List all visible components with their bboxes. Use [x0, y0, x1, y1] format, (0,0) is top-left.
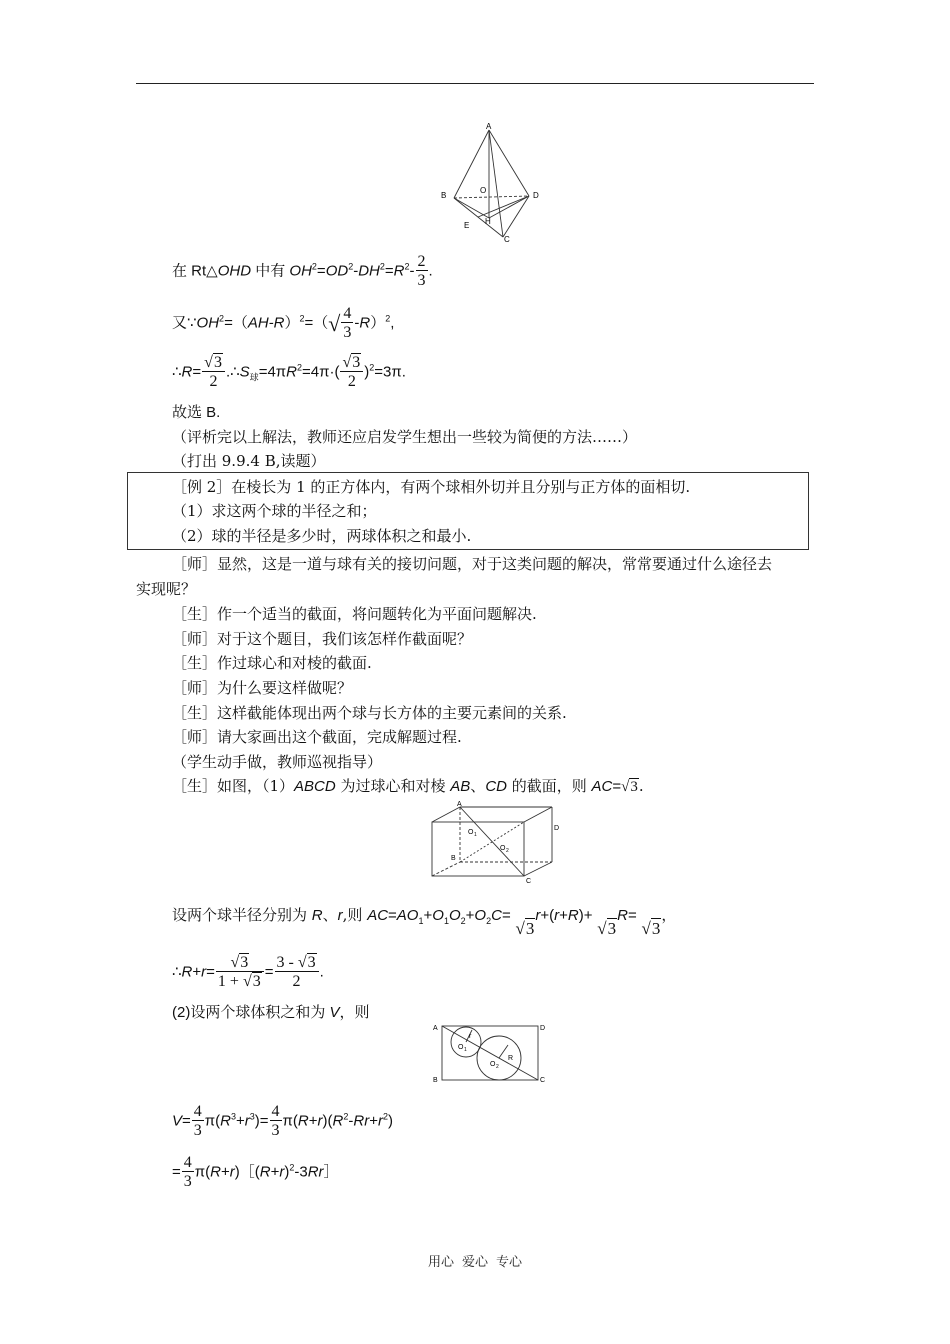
solution-line-2: ∴R+r= $\frac{√3}{1 + √3}$ = $\frac{3 - √3}{2}$ .: [172, 954, 324, 990]
equation-line-1: 在 Rt△OHD 中有 $OH^2=OD^2-DH^2=R^2-$ $\frac{2}{3}$ .: [172, 253, 433, 289]
cube-figure: [424, 800, 564, 884]
label-R: R: [508, 1055, 514, 1062]
footer-text-3: 专心: [496, 1255, 523, 1270]
page-footer: [0, 1251, 950, 1270]
label-r: r: [469, 1033, 472, 1040]
label-O2: O: [490, 1061, 496, 1068]
dialog-student-3: ［生］这样截能体现出两个球与长方体的主要元素间的关系.: [172, 704, 567, 722]
label-O1: O: [458, 1044, 464, 1051]
footer-text-2: 爱心: [461, 1255, 488, 1270]
label-B: B: [451, 855, 456, 862]
example-question-1: （1）求这两个球的半径之和；: [172, 502, 377, 520]
dialog-teacher-1a: ［师］显然，这是一道与球有关的接切问题，对于这类问题的解决，常常要通过什么途径去: [172, 555, 773, 573]
volume-line-2: = $\frac{4}{3}$ $\pi(R+r)[(R+r)^2-3Rr]$: [172, 1154, 339, 1190]
dialog-teacher-3: ［师］为什么要这样做呢？: [172, 679, 353, 697]
label-A: A: [457, 801, 462, 808]
example-question-2: （2）球的半径是多少时，两球体积之和最小.: [172, 527, 472, 545]
header-rule: [136, 83, 814, 84]
label-D: D: [540, 1025, 546, 1032]
label-O1: O: [468, 829, 474, 836]
dialog-student-4: ［生］如图，（1）ABCD 为过球心和对棱 AB、CD 的截面，则 AC=√3.: [172, 777, 644, 795]
instruction-line: （打出 9.9.4 B,读题）: [172, 452, 326, 470]
equation-line-3: ∴R= $\frac{√3}{2}$ $.\therefore S_球=4\pi R^2=4\pi\cdot$( $\frac{√3}{2}$ )$^2$=3π.: [172, 354, 406, 390]
label-B: B: [433, 1077, 438, 1084]
label-C: C: [540, 1077, 546, 1084]
dialog-student-1: ［生］作一个适当的截面，将问题转化为平面问题解决.: [172, 605, 537, 623]
comment-line: （评析完以上解法，教师还应启发学生想出一些较为简便的方法……）: [172, 428, 638, 446]
label-H: H: [485, 217, 491, 226]
tetrahedron-figure: [436, 120, 546, 248]
svg-text:2: 2: [506, 848, 509, 854]
dialog-student-2: ［生］作过球心和对棱的截面.: [172, 654, 372, 672]
dialog-teacher-1b: 实现呢？: [136, 580, 197, 598]
volume-line-1: V= $\frac{4}{3}$ $\pi(R^3+r^3)=$ $\frac{4}{3}$ $\pi(R+r)(R^2-Rr+r^2)$: [172, 1103, 393, 1139]
answer-line: 故选 B.: [172, 404, 221, 421]
label-O2: O: [500, 845, 506, 852]
dialog-teacher-4: ［师］请大家画出这个截面，完成解题过程.: [172, 728, 462, 746]
label-C: C: [526, 878, 532, 884]
solution-line-3: (2)设两个球体积之和为 V，则: [172, 1003, 370, 1021]
equation-line-2: 又$\because OH^2=(AH-R)^2=(√$ $\frac{4}{3}$ -R）$^2$,: [172, 305, 395, 341]
footer-text-1: 用心: [427, 1255, 454, 1270]
label-A: A: [486, 122, 492, 131]
svg-text:1: 1: [464, 1047, 467, 1053]
example-title: ［例 2］在棱长为 1 的正方体内，有两个球相外切并且分别与正方体的面相切.: [172, 478, 691, 496]
label-O: O: [480, 186, 487, 195]
solution-line-1: 设两个球半径分别为 R、r,则 $AC=AO_1+O_1O_2+O_2C= √3r+(r+R)+ √3R= √3$，: [172, 906, 677, 938]
label-D: D: [533, 191, 539, 200]
label-B: B: [441, 191, 447, 200]
svg-text:1: 1: [474, 832, 477, 838]
svg-text:2: 2: [496, 1064, 499, 1070]
circles-figure: [428, 1020, 552, 1086]
dialog-note: （学生动手做，教师巡视指导）: [172, 753, 383, 771]
label-D: D: [554, 825, 560, 832]
label-E: E: [464, 221, 470, 230]
label-C: C: [504, 235, 510, 244]
label-A: A: [433, 1025, 438, 1032]
dialog-teacher-2: ［师］对于这个题目，我们该怎样作截面呢？: [172, 630, 473, 648]
